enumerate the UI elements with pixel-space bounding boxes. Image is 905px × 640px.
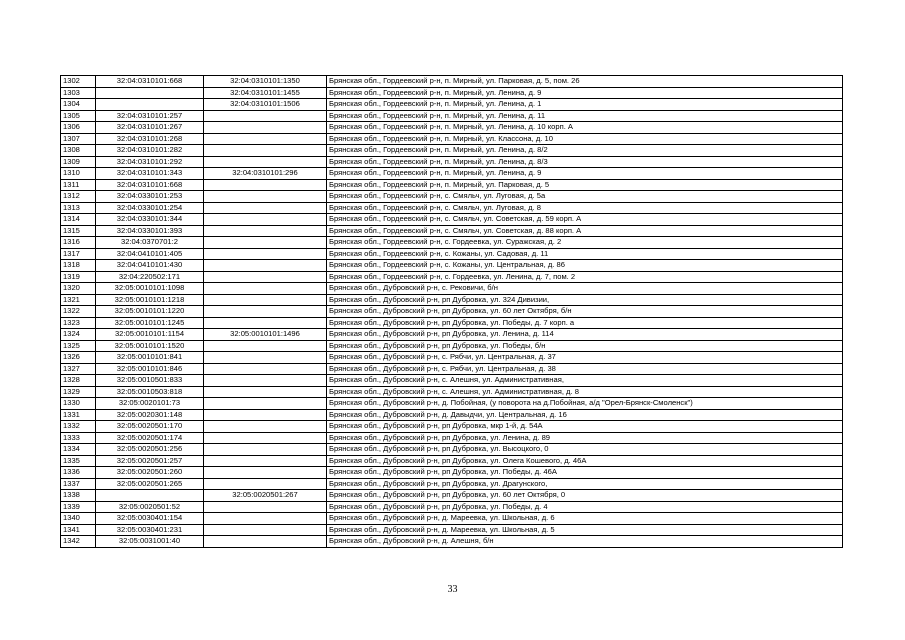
cadastral-number-cell: 32:04:0310101:668 bbox=[96, 76, 204, 88]
address-cell: Брянская обл., Дубровский р-н, рп Дубровка, ул. 324 Дивизии, bbox=[327, 294, 843, 306]
row-number-cell: 1324 bbox=[61, 329, 96, 341]
row-number-cell: 1321 bbox=[61, 294, 96, 306]
related-cadastral-number-cell bbox=[204, 398, 327, 410]
table-row bbox=[61, 306, 843, 318]
related-cadastral-number-cell bbox=[204, 110, 327, 122]
address-cell: Брянская обл., Гордеевский р-н, с. Гордеевка, ул. Ленина, д. 7, пом. 2 bbox=[327, 271, 843, 283]
cadastral-number-cell: 32:04:0310101:267 bbox=[96, 122, 204, 134]
related-cadastral-number-cell bbox=[204, 455, 327, 467]
table-row bbox=[61, 501, 843, 513]
table-row bbox=[61, 490, 843, 502]
row-number-cell: 1308 bbox=[61, 145, 96, 157]
cadastral-number-cell: 32:04:0410101:430 bbox=[96, 260, 204, 272]
address-cell: Брянская обл., Дубровский р-н, с. Рябчи, ул. Центральная, д. 37 bbox=[327, 352, 843, 364]
address-cell: Брянская обл., Дубровский р-н, д. Давыдчи, ул. Центральная, д. 16 bbox=[327, 409, 843, 421]
row-number-cell: 1312 bbox=[61, 191, 96, 203]
table-row bbox=[61, 133, 843, 145]
row-number-cell: 1302 bbox=[61, 76, 96, 88]
address-cell: Брянская обл., Дубровский р-н, рп Дубровка, ул. Победы, б/н bbox=[327, 340, 843, 352]
cadastral-number-cell bbox=[96, 490, 204, 502]
cadastral-number-cell: 32:04:0310101:282 bbox=[96, 145, 204, 157]
table-row bbox=[61, 444, 843, 456]
table-row bbox=[61, 87, 843, 99]
table-row bbox=[61, 455, 843, 467]
address-cell: Брянская обл., Дубровский р-н, рп Дубровка, ул. 60 лет Октября, б/н bbox=[327, 306, 843, 318]
table-row bbox=[61, 179, 843, 191]
related-cadastral-number-cell: 32:04:0310101:1350 bbox=[204, 76, 327, 88]
row-number-cell: 1320 bbox=[61, 283, 96, 295]
row-number-cell: 1323 bbox=[61, 317, 96, 329]
cadastral-number-cell: 32:04:0370701:2 bbox=[96, 237, 204, 249]
cadastral-number-cell: 32:04:220502:171 bbox=[96, 271, 204, 283]
related-cadastral-number-cell bbox=[204, 122, 327, 134]
related-cadastral-number-cell bbox=[204, 283, 327, 295]
table-row bbox=[61, 524, 843, 536]
related-cadastral-number-cell bbox=[204, 145, 327, 157]
table-row bbox=[61, 421, 843, 433]
related-cadastral-number-cell bbox=[204, 294, 327, 306]
address-cell: Брянская обл., Дубровский р-н, с. Алешня, ул. Административная, д. 8 bbox=[327, 386, 843, 398]
cadastral-number-cell: 32:05:0020301:148 bbox=[96, 409, 204, 421]
cadastral-number-cell: 32:04:0310101:343 bbox=[96, 168, 204, 180]
table-row bbox=[61, 386, 843, 398]
cadastral-number-cell: 32:05:0020501:257 bbox=[96, 455, 204, 467]
address-cell: Брянская обл., Гордеевский р-н, п. Мирный, ул. Ленина, д. 1 bbox=[327, 99, 843, 111]
related-cadastral-number-cell bbox=[204, 421, 327, 433]
cadastral-number-cell: 32:05:0010101:1245 bbox=[96, 317, 204, 329]
cadastral-number-cell: 32:05:0010101:846 bbox=[96, 363, 204, 375]
cadastral-number-cell: 32:05:0020501:52 bbox=[96, 501, 204, 513]
table-row bbox=[61, 168, 843, 180]
address-cell: Брянская обл., Гордеевский р-н, п. Мирный, ул. Ленина, д. 8/2 bbox=[327, 145, 843, 157]
row-number-cell: 1331 bbox=[61, 409, 96, 421]
cadastral-number-cell: 32:04:0310101:268 bbox=[96, 133, 204, 145]
row-number-cell: 1327 bbox=[61, 363, 96, 375]
cadastral-number-cell: 32:04:0310101:292 bbox=[96, 156, 204, 168]
related-cadastral-number-cell bbox=[204, 352, 327, 364]
table-row bbox=[61, 76, 843, 88]
table-row bbox=[61, 398, 843, 410]
table-row bbox=[61, 432, 843, 444]
table-row bbox=[61, 352, 843, 364]
cadastral-number-cell: 32:04:0310101:668 bbox=[96, 179, 204, 191]
registry-table bbox=[60, 75, 843, 548]
row-number-cell: 1336 bbox=[61, 467, 96, 479]
related-cadastral-number-cell: 32:04:0310101:1506 bbox=[204, 99, 327, 111]
table-row bbox=[61, 99, 843, 111]
related-cadastral-number-cell bbox=[204, 467, 327, 479]
address-cell: Брянская обл., Гордеевский р-н, п. Мирный, ул. Ленина, д. 10 корп. А bbox=[327, 122, 843, 134]
address-cell: Брянская обл., Гордеевский р-н, п. Мирный, ул. Ленина, д. 9 bbox=[327, 168, 843, 180]
address-cell: Брянская обл., Гордеевский р-н, п. Мирный, ул. Парковая, д. 5 bbox=[327, 179, 843, 191]
related-cadastral-number-cell bbox=[204, 179, 327, 191]
row-number-cell: 1316 bbox=[61, 237, 96, 249]
related-cadastral-number-cell bbox=[204, 432, 327, 444]
table-row bbox=[61, 214, 843, 226]
related-cadastral-number-cell bbox=[204, 191, 327, 203]
row-number-cell: 1309 bbox=[61, 156, 96, 168]
row-number-cell: 1335 bbox=[61, 455, 96, 467]
row-number-cell: 1307 bbox=[61, 133, 96, 145]
related-cadastral-number-cell bbox=[204, 214, 327, 226]
row-number-cell: 1318 bbox=[61, 260, 96, 272]
related-cadastral-number-cell bbox=[204, 478, 327, 490]
table-row bbox=[61, 271, 843, 283]
related-cadastral-number-cell bbox=[204, 513, 327, 525]
row-number-cell: 1303 bbox=[61, 87, 96, 99]
row-number-cell: 1322 bbox=[61, 306, 96, 318]
cadastral-number-cell: 32:05:0010503:818 bbox=[96, 386, 204, 398]
related-cadastral-number-cell bbox=[204, 133, 327, 145]
table-row bbox=[61, 122, 843, 134]
table-row bbox=[61, 248, 843, 260]
address-cell: Брянская обл., Дубровский р-н, рп Дубровка, ул. Высоцкого, 0 bbox=[327, 444, 843, 456]
table-row bbox=[61, 191, 843, 203]
cadastral-number-cell: 32:04:0330101:253 bbox=[96, 191, 204, 203]
cadastral-number-cell: 32:05:0010501:833 bbox=[96, 375, 204, 387]
cadastral-number-cell: 32:05:0010101:1218 bbox=[96, 294, 204, 306]
cadastral-number-cell: 32:05:0010101:1520 bbox=[96, 340, 204, 352]
row-number-cell: 1306 bbox=[61, 122, 96, 134]
row-number-cell: 1305 bbox=[61, 110, 96, 122]
cadastral-number-cell: 32:04:0330101:254 bbox=[96, 202, 204, 214]
address-cell: Брянская обл., Гордеевский р-н, с. Смяльч, ул. Луговая, д. 5а bbox=[327, 191, 843, 203]
cadastral-number-cell: 32:05:0010101:1220 bbox=[96, 306, 204, 318]
row-number-cell: 1333 bbox=[61, 432, 96, 444]
address-cell: Брянская обл., Дубровский р-н, рп Дубровка, ул. Ленина, д. 114 bbox=[327, 329, 843, 341]
cadastral-number-cell: 32:05:0020101:73 bbox=[96, 398, 204, 410]
address-cell: Брянская обл., Гордеевский р-н, с. Гордеевка, ул. Суражская, д. 2 bbox=[327, 237, 843, 249]
related-cadastral-number-cell bbox=[204, 409, 327, 421]
related-cadastral-number-cell bbox=[204, 225, 327, 237]
cadastral-number-cell: 32:04:0330101:344 bbox=[96, 214, 204, 226]
cadastral-number-cell: 32:05:0030401:231 bbox=[96, 524, 204, 536]
cadastral-number-cell: 32:04:0410101:405 bbox=[96, 248, 204, 260]
table-row bbox=[61, 513, 843, 525]
cadastral-number-cell: 32:05:0020501:174 bbox=[96, 432, 204, 444]
related-cadastral-number-cell bbox=[204, 317, 327, 329]
address-cell: Брянская обл., Дубровский р-н, рп Дубровка, ул. Ленина, д. 89 bbox=[327, 432, 843, 444]
cadastral-number-cell: 32:05:0020501:256 bbox=[96, 444, 204, 456]
table-row bbox=[61, 260, 843, 272]
related-cadastral-number-cell bbox=[204, 260, 327, 272]
table-row bbox=[61, 340, 843, 352]
row-number-cell: 1337 bbox=[61, 478, 96, 490]
table-row bbox=[61, 110, 843, 122]
row-number-cell: 1310 bbox=[61, 168, 96, 180]
address-cell: Брянская обл., Гордеевский р-н, п. Мирный, ул. Классона, д. 10 bbox=[327, 133, 843, 145]
related-cadastral-number-cell: 32:05:0020501:267 bbox=[204, 490, 327, 502]
table-row bbox=[61, 409, 843, 421]
row-number-cell: 1341 bbox=[61, 524, 96, 536]
related-cadastral-number-cell bbox=[204, 444, 327, 456]
cadastral-number-cell: 32:05:0020501:265 bbox=[96, 478, 204, 490]
related-cadastral-number-cell bbox=[204, 536, 327, 548]
table-row bbox=[61, 156, 843, 168]
row-number-cell: 1311 bbox=[61, 179, 96, 191]
related-cadastral-number-cell: 32:04:0310101:296 bbox=[204, 168, 327, 180]
row-number-cell: 1319 bbox=[61, 271, 96, 283]
row-number-cell: 1325 bbox=[61, 340, 96, 352]
address-cell: Брянская обл., Дубровский р-н, д. Побойная, (у поворота на д.Побойная, а/д "Орел-Брянск-Смоленск") bbox=[327, 398, 843, 410]
table-row bbox=[61, 467, 843, 479]
row-number-cell: 1328 bbox=[61, 375, 96, 387]
table-row bbox=[61, 363, 843, 375]
related-cadastral-number-cell: 32:05:0010101:1496 bbox=[204, 329, 327, 341]
table-row bbox=[61, 283, 843, 295]
cadastral-number-cell: 32:04:0330101:393 bbox=[96, 225, 204, 237]
table-row bbox=[61, 294, 843, 306]
related-cadastral-number-cell bbox=[204, 375, 327, 387]
address-cell: Брянская обл., Дубровский р-н, рп Дубровка, ул. 60 лет Октября, 0 bbox=[327, 490, 843, 502]
cadastral-number-cell: 32:05:0010101:841 bbox=[96, 352, 204, 364]
table-row bbox=[61, 225, 843, 237]
address-cell: Брянская обл., Дубровский р-н, д. Мареевка, ул. Школьная, д. 5 bbox=[327, 524, 843, 536]
row-number-cell: 1304 bbox=[61, 99, 96, 111]
address-cell: Брянская обл., Гордеевский р-н, с. Смяльч, ул. Советская, д. 59 корп. А bbox=[327, 214, 843, 226]
cadastral-number-cell: 32:05:0030401:154 bbox=[96, 513, 204, 525]
address-cell: Брянская обл., Гордеевский р-н, п. Мирный, ул. Ленина, д. 8/3 bbox=[327, 156, 843, 168]
row-number-cell: 1334 bbox=[61, 444, 96, 456]
address-cell: Брянская обл., Дубровский р-н, рп Дубровка, ул. Олега Кошевого, д. 46А bbox=[327, 455, 843, 467]
row-number-cell: 1330 bbox=[61, 398, 96, 410]
row-number-cell: 1332 bbox=[61, 421, 96, 433]
address-cell: Брянская обл., Дубровский р-н, с. Рябчи, ул. Центральная, д. 38 bbox=[327, 363, 843, 375]
row-number-cell: 1329 bbox=[61, 386, 96, 398]
address-cell: Брянская обл., Дубровский р-н, рп Дубровка, ул. Победы, д. 7 корп. а bbox=[327, 317, 843, 329]
table-row bbox=[61, 329, 843, 341]
row-number-cell: 1317 bbox=[61, 248, 96, 260]
row-number-cell: 1342 bbox=[61, 536, 96, 548]
row-number-cell: 1315 bbox=[61, 225, 96, 237]
cadastral-number-cell: 32:05:0010101:1098 bbox=[96, 283, 204, 295]
table-row bbox=[61, 202, 843, 214]
cadastral-number-cell: 32:05:0010101:1154 bbox=[96, 329, 204, 341]
address-cell: Брянская обл., Дубровский р-н, рп Дубровка, мкр 1-й, д. 54А bbox=[327, 421, 843, 433]
page-number: 33 bbox=[447, 584, 458, 595]
cadastral-number-cell: 32:05:0031001:40 bbox=[96, 536, 204, 548]
address-cell: Брянская обл., Гордеевский р-н, с. Смяльч, ул. Советская, д. 88 корп. А bbox=[327, 225, 843, 237]
address-cell: Брянская обл., Гордеевский р-н, п. Мирный, ул. Парковая, д. 5, пом. 26 bbox=[327, 76, 843, 88]
address-cell: Брянская обл., Гордеевский р-н, п. Мирный, ул. Ленина, д. 11 bbox=[327, 110, 843, 122]
cadastral-number-cell: 32:04:0310101:257 bbox=[96, 110, 204, 122]
related-cadastral-number-cell bbox=[204, 363, 327, 375]
address-cell: Брянская обл., Дубровский р-н, с. Рековичи, б/н bbox=[327, 283, 843, 295]
row-number-cell: 1313 bbox=[61, 202, 96, 214]
table-row bbox=[61, 317, 843, 329]
cadastral-number-cell: 32:05:0020501:170 bbox=[96, 421, 204, 433]
related-cadastral-number-cell bbox=[204, 386, 327, 398]
table-row bbox=[61, 478, 843, 490]
address-cell: Брянская обл., Дубровский р-н, рп Дубровка, ул. Победы, д. 46А bbox=[327, 467, 843, 479]
table-row bbox=[61, 536, 843, 548]
address-cell: Брянская обл., Гордеевский р-н, с. Кожаны, ул. Центральная, д. 86 bbox=[327, 260, 843, 272]
row-number-cell: 1326 bbox=[61, 352, 96, 364]
related-cadastral-number-cell bbox=[204, 237, 327, 249]
address-cell: Брянская обл., Дубровский р-н, д. Мареевка, ул. Школьная, д. 6 bbox=[327, 513, 843, 525]
table-row bbox=[61, 237, 843, 249]
cadastral-number-cell bbox=[96, 87, 204, 99]
row-number-cell: 1340 bbox=[61, 513, 96, 525]
related-cadastral-number-cell bbox=[204, 156, 327, 168]
address-cell: Брянская обл., Дубровский р-н, с. Алешня, ул. Административная, bbox=[327, 375, 843, 387]
address-cell: Брянская обл., Дубровский р-н, д. Алешня, б/н bbox=[327, 536, 843, 548]
related-cadastral-number-cell bbox=[204, 248, 327, 260]
cadastral-number-cell bbox=[96, 99, 204, 111]
row-number-cell: 1339 bbox=[61, 501, 96, 513]
address-cell: Брянская обл., Гордеевский р-н, с. Кожаны, ул. Садовая, д. 11 bbox=[327, 248, 843, 260]
related-cadastral-number-cell bbox=[204, 340, 327, 352]
related-cadastral-number-cell bbox=[204, 524, 327, 536]
table-row bbox=[61, 375, 843, 387]
table-body bbox=[61, 76, 843, 548]
address-cell: Брянская обл., Гордеевский р-н, п. Мирный, ул. Ленина, д. 9 bbox=[327, 87, 843, 99]
address-cell: Брянская обл., Гордеевский р-н, с. Смяльч, ул. Луговая, д. 8 bbox=[327, 202, 843, 214]
related-cadastral-number-cell: 32:04:0310101:1455 bbox=[204, 87, 327, 99]
table-row bbox=[61, 145, 843, 157]
cadastral-number-cell: 32:05:0020501:260 bbox=[96, 467, 204, 479]
related-cadastral-number-cell bbox=[204, 271, 327, 283]
row-number-cell: 1314 bbox=[61, 214, 96, 226]
related-cadastral-number-cell bbox=[204, 306, 327, 318]
address-cell: Брянская обл., Дубровский р-н, рп Дубровка, ул. Победы, д. 4 bbox=[327, 501, 843, 513]
related-cadastral-number-cell bbox=[204, 501, 327, 513]
address-cell: Брянская обл., Дубровский р-н, рп Дубровка, ул. Драгунского, bbox=[327, 478, 843, 490]
related-cadastral-number-cell bbox=[204, 202, 327, 214]
row-number-cell: 1338 bbox=[61, 490, 96, 502]
